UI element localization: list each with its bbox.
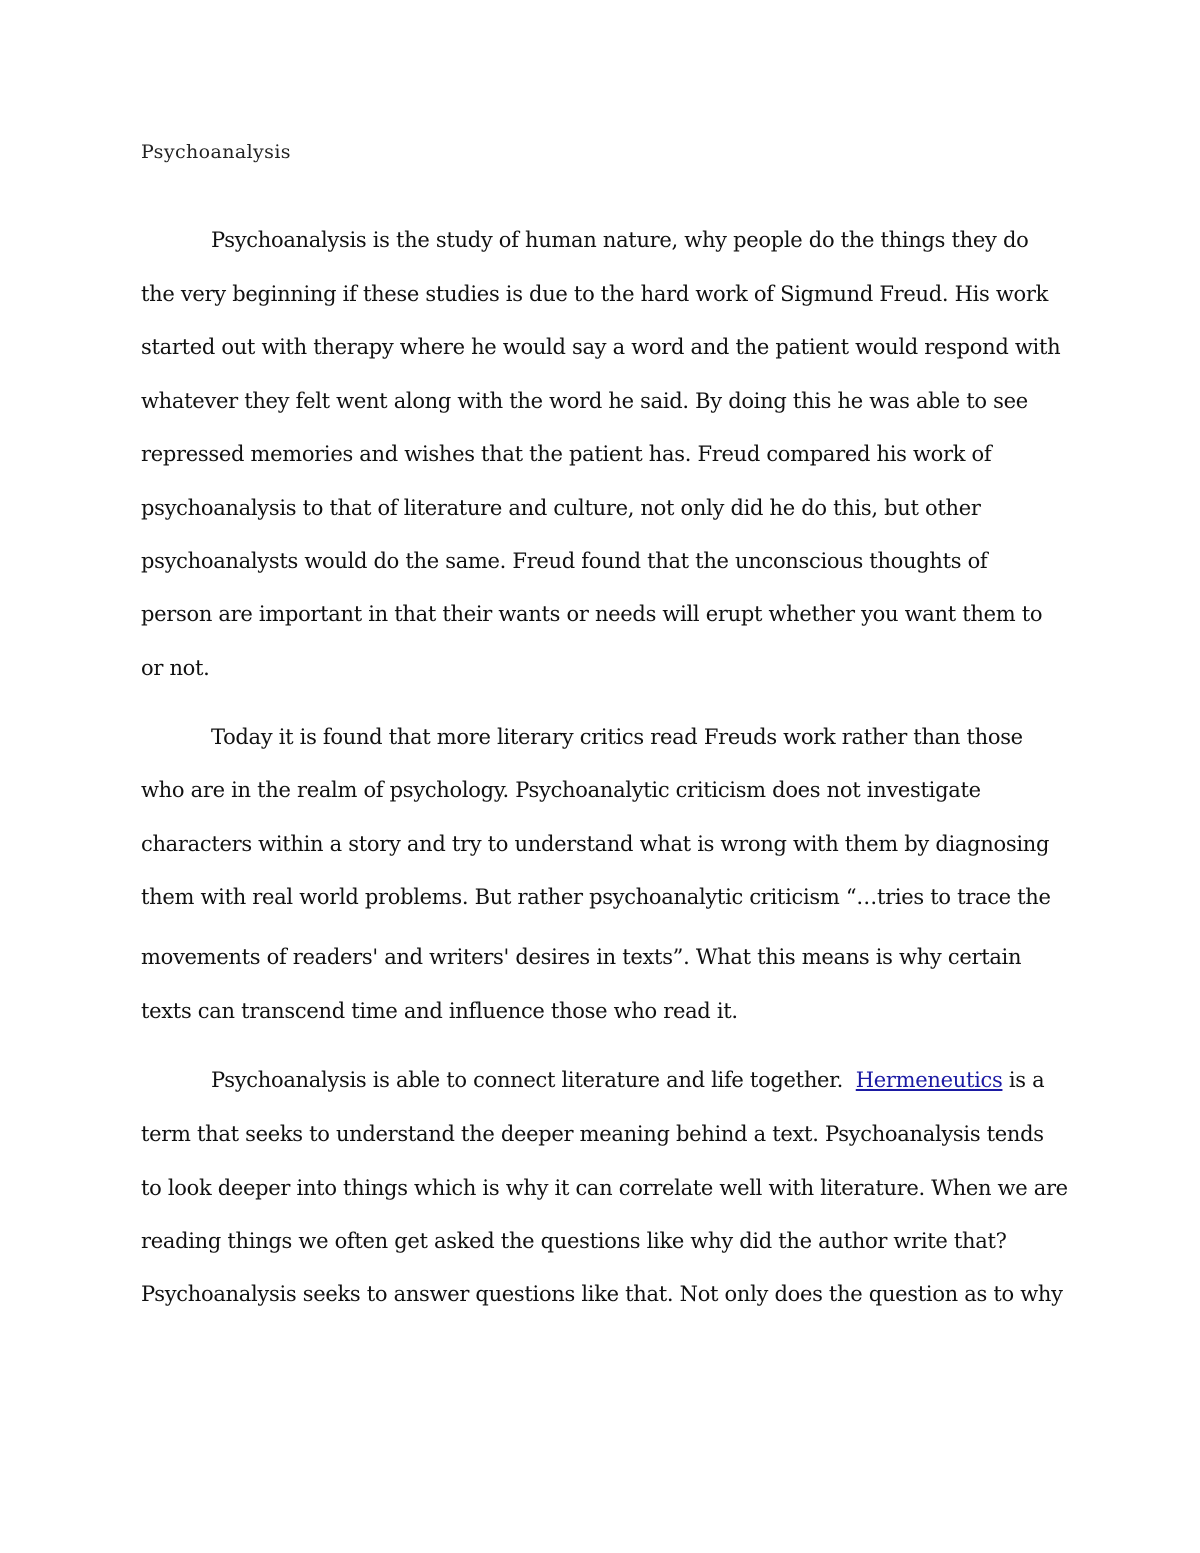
paragraph-2-line-5: movements of readers' and writers' desires in texts”. What this means is why certain bbox=[141, 945, 1022, 969]
paragraph-3-line-5: Psychoanalysis seeks to answer questions like that. Not only does the question as to why bbox=[141, 1282, 1063, 1306]
paragraph-1-line-4: whatever they felt went along with the word he said. By doing this he was able to see bbox=[141, 389, 1028, 413]
paragraph-2-line-2: who are in the realm of psychology. Psychoanalytic criticism does not investigate bbox=[141, 778, 981, 802]
paragraph-1-line-8: person are important in that their wants or needs will erupt whether you want them to bbox=[141, 602, 1043, 626]
paragraph-1-line-6: psychoanalysis to that of literature and culture, not only did he do this, but other bbox=[141, 496, 981, 520]
paragraph-1-line-7: psychoanalysts would do the same. Freud found that the unconscious thoughts of bbox=[141, 549, 988, 573]
paragraph-2-line-6: texts can transcend time and influence those who read it. bbox=[141, 999, 738, 1023]
paragraph-1-line-3: started out with therapy where he would say a word and the patient would respond with bbox=[141, 335, 1061, 359]
page-header: Psychoanalysis bbox=[141, 141, 291, 163]
paragraph-3-line-1-text: Psychoanalysis is able to connect literature and life together. bbox=[211, 1068, 843, 1092]
paragraph-2-line-4: them with real world problems. But rather psychoanalytic criticism “…tries to trace the bbox=[141, 885, 1051, 909]
paragraph-3-line-1 bbox=[211, 1066, 1044, 1094]
paragraph-3-line-1-tail: is a bbox=[1008, 1068, 1045, 1092]
paragraph-3-line-3: to look deeper into things which is why it can correlate well with literature. When we are bbox=[141, 1176, 1068, 1200]
paragraph-1-line-5: repressed memories and wishes that the patient has. Freud compared his work of bbox=[141, 442, 992, 466]
paragraph-1-line-9: or not. bbox=[141, 656, 210, 680]
paragraph-2-line-1: Today it is found that more literary critics read Freuds work rather than those bbox=[211, 725, 1023, 749]
paragraph-3-line-4: reading things we often get asked the questions like why did the author write that? bbox=[141, 1229, 1007, 1253]
paragraph-1-line-1: Psychoanalysis is the study of human nature, why people do the things they do bbox=[211, 228, 1029, 252]
hermeneutics-link[interactable]: Hermeneutics bbox=[855, 1068, 1003, 1092]
paragraph-2-line-3: characters within a story and try to understand what is wrong with them by diagnosing bbox=[141, 832, 1050, 856]
paragraph-1-line-2: the very beginning if these studies is due to the hard work of Sigmund Freud. His work bbox=[141, 282, 1049, 306]
paragraph-3-line-2: term that seeks to understand the deeper meaning behind a text. Psychoanalysis tends bbox=[141, 1122, 1044, 1146]
